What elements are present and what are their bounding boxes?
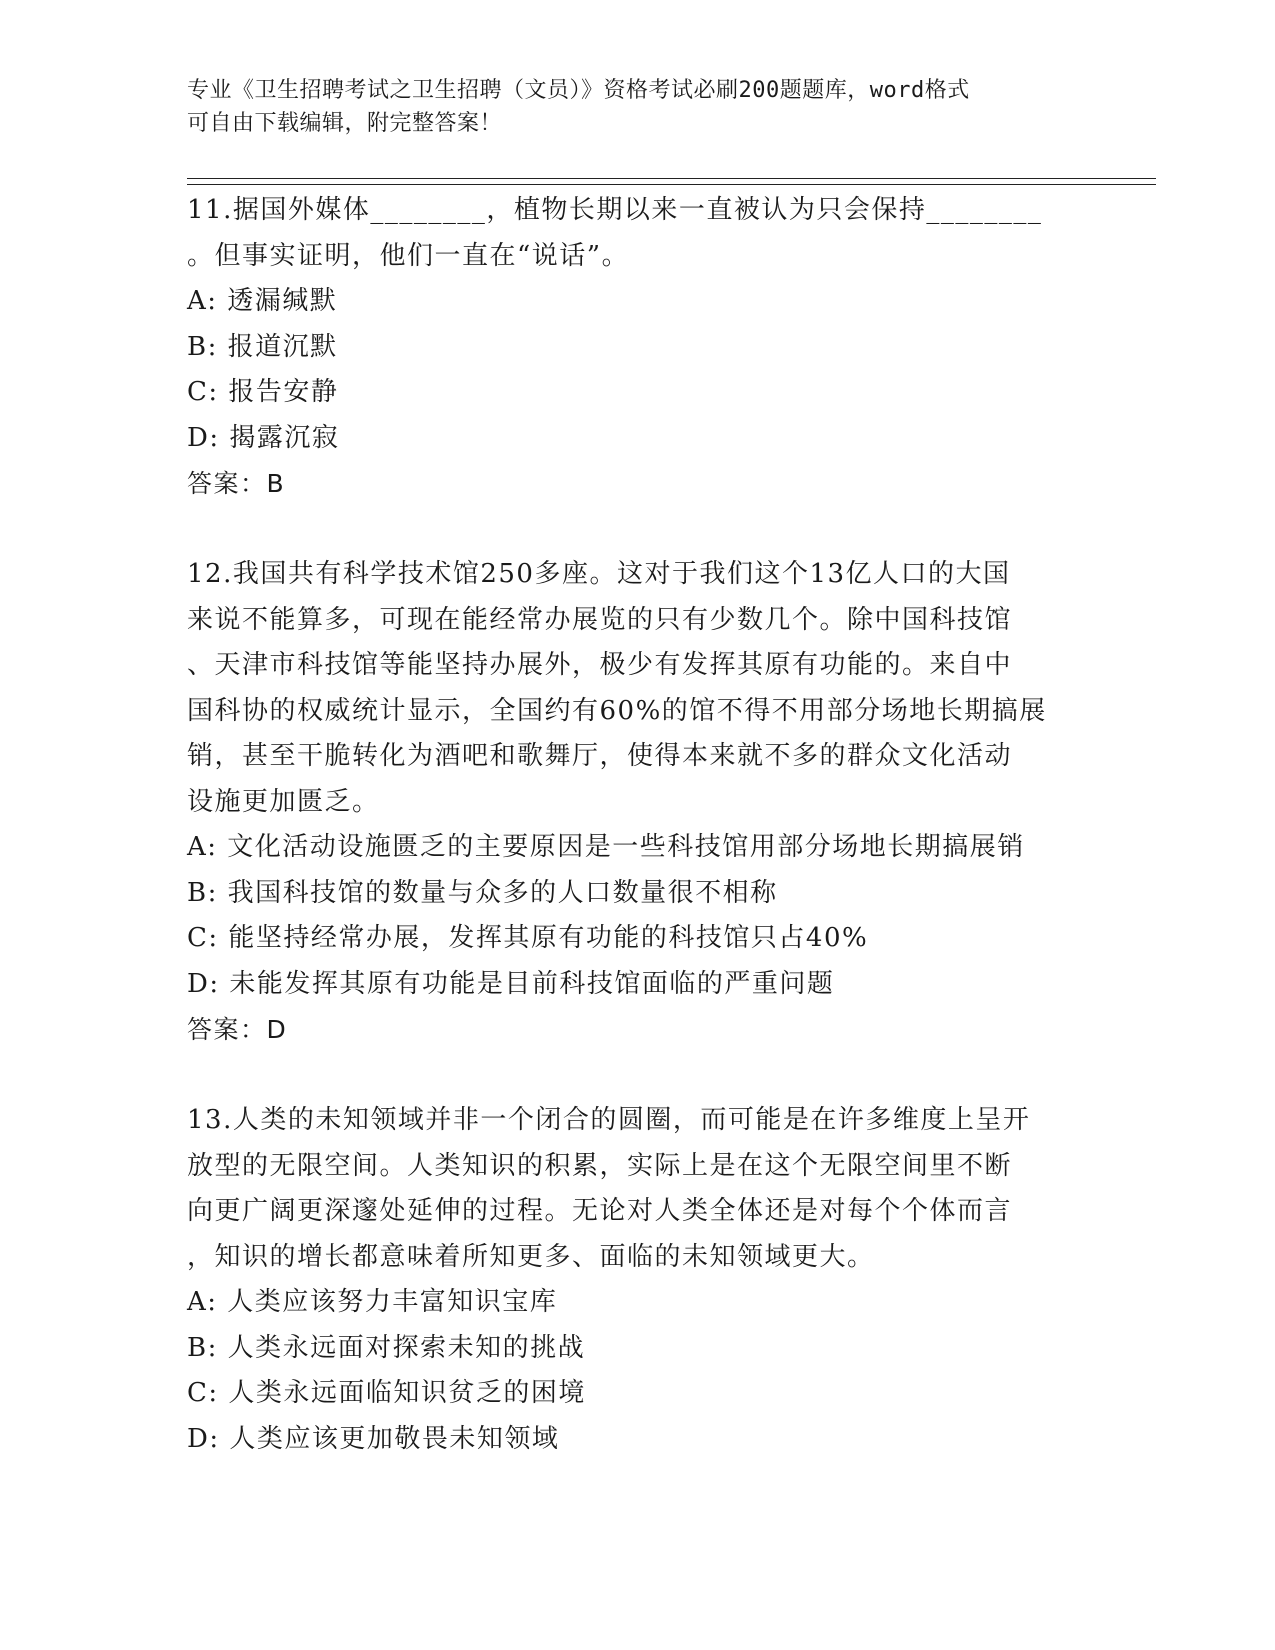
option-c: C: 能坚持经常办展，发挥其原有功能的科技馆只占40% (187, 923, 869, 953)
answer-label: 答案：D (187, 1015, 288, 1044)
document-header (187, 74, 1067, 140)
option-d: D: 人类应该更加敬畏未知领域 (187, 1423, 560, 1454)
question-stem-line: 销，甚至干脆转化为酒吧和歌舞厅，使得本来就不多的群众文化活动 (187, 741, 1013, 771)
question-stem-line: 13.人类的未知领域并非一个闭合的圆圈，而可能是在许多维度上呈开 (187, 1105, 1031, 1135)
option-d: D: 未能发挥其原有功能是目前科技馆面临的严重问题 (187, 968, 835, 999)
question-stem-line: 。但事实证明，他们一直在“说话”。 (187, 240, 630, 271)
question-12 (187, 552, 1087, 1053)
header-title-line-2: 可自由下载编辑，附完整答案！ (187, 111, 503, 136)
question-separator (187, 1053, 1087, 1099)
question-stem-line: 向更广阔更深邃处延伸的过程。无论对人类全体还是对每个个体而言 (187, 1196, 1013, 1226)
header-divider-bottom (187, 184, 1156, 185)
option-c: C: 报告安静 (187, 377, 339, 407)
question-stem-line: 12.我国共有科学技术馆250多座。这对于我们这个13亿人口的大国 (187, 559, 1011, 589)
option-c: C: 人类永远面临知识贫乏的困境 (187, 1378, 586, 1408)
question-stem-line: 放型的无限空间。人类知识的积累，实际上是在这个无限空间里不断 (187, 1150, 1013, 1181)
question-11 (187, 188, 1087, 507)
question-stem-line: 国科协的权威统计显示，全国约有60%的馆不得不用部分场地长期搞展 (187, 695, 1047, 726)
header-divider-top (187, 178, 1156, 179)
question-13 (187, 1098, 1087, 1462)
question-list (187, 188, 1087, 1462)
option-b: B: 我国科技馆的数量与众多的人口数量很不相称 (187, 877, 778, 908)
option-a: A: 文化活动设施匮乏的主要原因是一些科技馆用部分场地长期搞展销 (187, 832, 1025, 862)
question-stem-line: 来说不能算多，可现在能经常办展览的只有少数几个。除中国科技馆 (187, 604, 1013, 635)
question-stem-line: 设施更加匮乏。 (187, 786, 380, 817)
option-d: D: 揭露沉寂 (187, 422, 340, 453)
option-a: A: 透漏缄默 (187, 286, 338, 316)
question-separator (187, 507, 1087, 553)
option-b: B: 报道沉默 (187, 331, 338, 362)
answer-label: 答案：B (187, 469, 286, 498)
option-b: B: 人类永远面对探索未知的挑战 (187, 1332, 586, 1363)
option-a: A: 人类应该努力丰富知识宝库 (187, 1287, 558, 1317)
question-stem-line: 、天津市科技馆等能坚持办展外，极少有发挥其原有功能的。来自中 (187, 650, 1013, 680)
question-stem-line: ，知识的增长都意味着所知更多、面临的未知领域更大。 (187, 1241, 875, 1272)
question-stem-line: 11.据国外媒体________，植物长期以来一直被认为只会保持________ (187, 195, 1043, 225)
header-title-line-1: 专业《卫生招聘考试之卫生招聘（文员）》资格考试必刷200题题库，word格式 (187, 78, 970, 103)
